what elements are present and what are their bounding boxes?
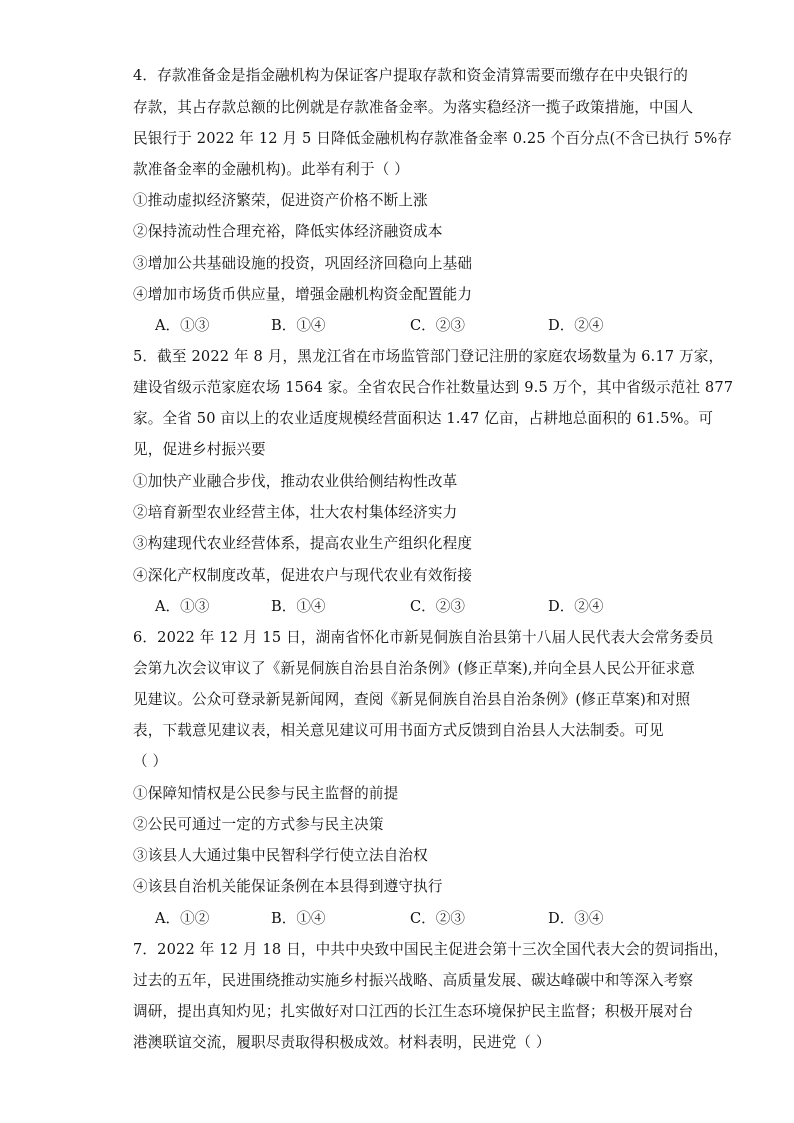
q6-option-d[interactable]: D．③④	[548, 910, 604, 927]
q6-stem-line: 见建议。公众可登录新晃新闻网，查阅《新晃侗族自治县自治条例》(修正草案)和对照	[133, 691, 691, 708]
q5-item-3: ③构建现代农业经营体系，提高农业生产组织化程度	[133, 535, 473, 552]
q5-item-4: ④深化产权制度改革，促进农户与现代农业有效衔接	[133, 567, 473, 584]
q7-stem-line: 7．2022 年 12 月 18 日，中共中央致中国民主促进会第十三次全国代表大会的贺词指出，	[133, 941, 729, 958]
q5-option-b[interactable]: B．①④	[271, 598, 326, 615]
q6-item-1: ①保障知情权是公民参与民主监督的前提	[133, 785, 399, 802]
q6-stem-line: 6．2022 年 12 月 15 日，湖南省怀化市新晃侗族自治县第十八届人民代表大会常务委员	[133, 629, 714, 646]
q7-stem-line: 港澳联谊交流，履职尽责取得积极成效。材料表明，民进党（ ）	[133, 1034, 551, 1051]
q6-item-3: ③该县人大通过集中民智科学行使立法自治权	[133, 847, 428, 864]
q4-option-d[interactable]: D．②④	[548, 317, 604, 334]
q4-stem-line: 存款，其占存款总额的比例就是存款准备金率。为落实稳经济一揽子政策措施，中国人	[133, 99, 694, 116]
q5-option-c[interactable]: C．②③	[410, 598, 465, 615]
q4-option-a[interactable]: A．①③	[155, 317, 210, 334]
q4-option-b[interactable]: B．①④	[271, 317, 326, 334]
q5-stem-line: 5．截至 2022 年 8 月，黑龙江省在市场监管部门登记注册的家庭农场数量为 6.17 万家，	[133, 348, 724, 365]
q4-item-2: ②保持流动性合理充裕，降低实体经济融资成本	[133, 223, 443, 240]
q7-stem-line: 过去的五年，民进围绕推动实施乡村振兴战略、高质量发展、碳达峰碳中和等深入考察	[133, 972, 694, 989]
q5-item-1: ①加快产业融合步伐，推动农业供给侧结构性改革	[133, 473, 458, 490]
q6-option-a[interactable]: A．①②	[155, 910, 210, 927]
q6-option-b[interactable]: B．①④	[271, 910, 326, 927]
q6-stem-line: 会第九次会议审议了《新晃侗族自治县自治条例》(修正草案),并向全县人民公开征求意	[133, 660, 695, 677]
q5-item-2: ②培育新型农业经营主体，壮大农村集体经济实力	[133, 504, 458, 521]
q6-option-c[interactable]: C．②③	[410, 910, 465, 927]
q5-option-a[interactable]: A．①③	[155, 598, 210, 615]
q6-item-4: ④该县自治机关能保证条例在本县得到遵守执行	[133, 878, 443, 895]
q7-stem-line: 调研，提出真知灼见；扎实做好对口江西的长江生态环境保护民主监督；积极开展对台	[133, 1003, 694, 1020]
q6-stem-line: 表，下载意见建议表，相关意见建议可用书面方式反馈到自治县人大法制委。可见	[133, 722, 664, 739]
q6-item-2: ②公民可通过一定的方式参与民主决策	[133, 816, 384, 833]
q4-item-3: ③增加公共基础设施的投资，巩固经济回稳向上基础	[133, 255, 473, 272]
q5-stem-line: 家。全省 50 亩以上的农业适度规模经营面积达 1.47 亿亩，占耕地总面积的 61.5%。可	[133, 410, 714, 427]
q4-stem-line: 款准备金率的金融机构)。此举有利于（ ）	[133, 161, 410, 178]
q4-option-c[interactable]: C．②③	[410, 317, 465, 334]
q4-item-4: ④增加市场货币供应量，增强金融机构资金配置能力	[133, 286, 473, 303]
q5-stem-line: 建设省级示范家庭农场 1564 家。全省农民合作社数量达到 9.5 万个，其中省级示范社 877	[133, 379, 734, 396]
q4-item-1: ①推动虚拟经济繁荣，促进资产价格不断上涨	[133, 192, 428, 209]
q6-answer-blank: （ ）	[133, 753, 168, 770]
q4-stem-line: 民银行于 2022 年 12 月 5 日降低金融机构存款准备金率 0.25 个百分点(不含已执行 5%存	[133, 130, 733, 147]
q4-stem-line: 4．存款准备金是指金融机构为保证客户提取存款和资金清算需要而缴存在中央银行的	[133, 67, 688, 84]
q5-option-d[interactable]: D．②④	[548, 598, 604, 615]
q5-stem-line: 见，促进乡村振兴要	[133, 441, 266, 458]
